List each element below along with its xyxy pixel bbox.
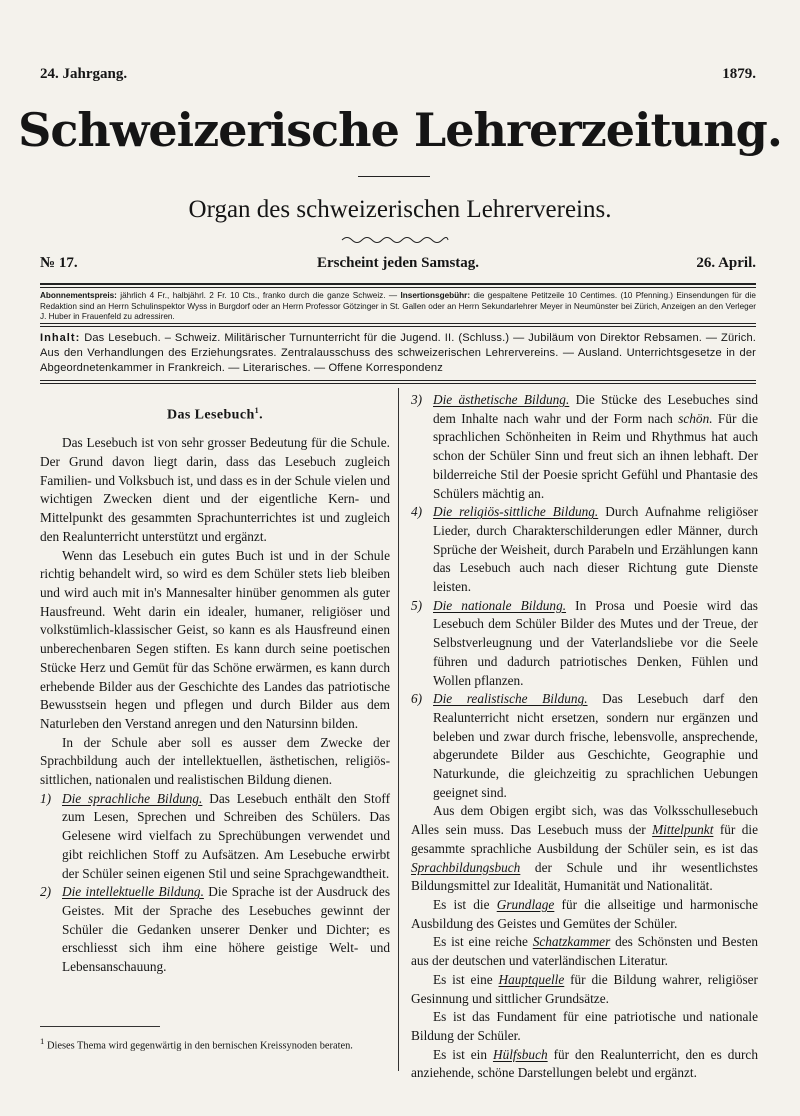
footnote <box>40 1034 390 1053</box>
insertion-fee-text: die gespaltene Petitzeile 10 Centimes. (10 Pfenning.) <box>473 291 674 300</box>
rule-above-contents-2 <box>40 326 756 327</box>
issue-number: № 17. <box>40 255 78 271</box>
list-item-6: 6) Die realistische Bildung. Das Lesebuch darf den Realunterricht nicht ersetzen, sondern nur ergänzen und beleben und zwar durch frische, lebensvolle, ansprechende, abgerundete Bilder aus Geschichte, Geographie und Naturkunde, die gleichzeitig zu sprachlichen Uebungen geeignet sind. <box>411 691 758 800</box>
issue-dateline <box>40 255 756 277</box>
footnote-divider <box>40 1026 160 1027</box>
submissions-text: Einsendungen für die Redaktion sind an Herrn Schulinspektor Wyss in Burgdorf oder an Herrn Professor Götzinger in St. Gallen oder an Herrn Sekundarlehrer Meyer in Neumünster bei Zürich, Anzeigen an den Verleger J. Huber in Frauenfeld zu adressiren. <box>40 291 756 321</box>
ornamental-flourish <box>340 234 450 246</box>
issue-date: 26. April. <box>696 255 756 271</box>
table-of-contents <box>40 331 756 376</box>
subscription-price-label: Abonnementspreis: <box>40 291 117 300</box>
subscription-price-text: jährlich 4 Fr., halbjährl. 2 Fr. 10 Cts., franko durch die ganze Schweiz. — <box>120 291 398 300</box>
rule-below-contents <box>40 380 756 381</box>
year-label: 1879. <box>722 66 756 82</box>
rule-above-contents <box>40 323 756 324</box>
paragraph: Das Lesebuch ist von sehr grosser Bedeutung für die Schule. Der Grund davon liegt darin, dass das Lesebuch zugleich Familien- und Volksbuch ist, und dass es in der Schule vielen und wichtigen Zwecken dient und der eigentliche Kern- und Mittelpunkt des gesammten Sprachunterrichtes ist und zugleich den Realunterricht unterstützt und ergänzt. <box>40 435 390 544</box>
newspaper-title: Schweizerische Lehrerzeitung. <box>18 103 782 157</box>
paragraph: Es ist eine reiche Schatzkammer des Schönsten und Besten aus der deutschen und vaterländischen Literatur. <box>411 934 759 969</box>
paragraph: Aus dem Obigen ergibt sich, was das Volksschullesebuch Alles sein muss. Das Lesebuch muss der Mittelpunkt für die gesammte sprachliche Ausbildung der Schüler sein, es ist das Sprachbildungsbuch der Schule und ihr wesentlichstes Bildungsmittel zur Idealität, Humanität und Nationalität. <box>411 803 759 894</box>
right-column <box>411 391 758 1083</box>
footnote-text: Dieses Thema wird gegenwärtig in den bernischen Kreissynoden beraten. <box>46 1040 353 1052</box>
list-item-4: 4) Die religiös-sittliche Bildung. Durch Aufnahme religiöser Lieder, durch Charakterschilderungen edler Männer, durch Sprüche der Weisheit, durch Parabeln und Erzählungen kann das Lesebuch auch nach dieser Richtung gute Dienste leisten. <box>411 504 758 595</box>
column-divider <box>398 388 399 1071</box>
paragraph: Es ist eine Hauptquelle für die Bildung wahrer, religiöser Gesinnung und sittlicher Grundsätze. <box>411 971 758 1006</box>
list-item-2: 2) Die intellektuelle Bildung. Die Sprache ist der Ausdruck des Geistes. Mit der Sprache des Lesebuches gewinnt der Schüler die Gedanken unserer Denker und Dichter; es erschliesst sich ihm eine höhere geistige Welt- und Lebensanschauung. <box>40 884 390 975</box>
footnote-reference: 1 <box>254 406 260 415</box>
subscription-info <box>40 291 756 323</box>
paragraph: Es ist ein Hülfsbuch für den Realunterricht, den es durch anziehende, schöne Darstellungen belebt und ergänzt. <box>411 1046 758 1081</box>
publication-frequency: Erscheint jeden Samstag. <box>316 255 480 271</box>
list-item-1: 1) Die sprachliche Bildung. Das Lesebuch enthält den Stoff zum Lesen, Sprechen und Schreiben des Schülers. Das Gelesene wird vielfach zu Sprechübungen verwendet und gibt reichlichen Stoff zu Aufsätzen. Am Lesebuche erwirbt der Schüler seinen eigenen Stil und seine Sprachgewandtheit. <box>40 790 390 881</box>
rule-below-contents-2 <box>40 383 756 384</box>
title-divider <box>358 176 430 177</box>
paragraph: Es ist das Fundament für eine patriotische und nationale Bildung der Schüler. <box>411 1009 758 1043</box>
masthead-topline <box>40 66 756 83</box>
list-item-3: 3) Die ästhetische Bildung. Die Stücke des Lesebuches sind dem Inhalte nach wahr und der Form nach schön. Für die sprachlichen Schönheiten in Reim und Rhythmus hat auch schon der Schüler Sinn und freut sich an ihnen lebhaft. Der bilderreiche Stil der Poesie spricht Gefühl und Phantasie des Schülers mächtig an. <box>411 392 759 501</box>
paragraph: In der Schule aber soll es ausser dem Zwecke der Sprachbildung auch der intellektuellen, ästhetischen, religiös-sittlichen, nationalen und realistischen Bildung dienen. <box>40 734 390 788</box>
contents-label: Inhalt: <box>40 332 81 344</box>
insertion-fee-label: Insertionsgebühr: <box>400 291 471 300</box>
rule-below-dateline-thin <box>40 287 756 288</box>
contents-text: Das Lesebuch. – Schweiz. Militärischer Turnunterricht für die Jugend. II. (Schluss.) — Jubiläum von Direktor Rebsamen. — Zürich. Aus den Verhandlungen des Erziehungsrates. Zentralausschuss des schweizerischen Lehrervereins. — Ausland. Unterrichtsgesetze in der Abgeordnetenkammer in Frankreich. — Literarisches. — Offene Korrespondenz <box>40 332 756 374</box>
paragraph: Wenn das Lesebuch ein gutes Buch ist und in der Schule richtig behandelt wird, so wird es dem Schüler stets lieb bleiben und wird auch mit in's Mannesalter hinüber genommen als guter Hausfreund. Weht darin ein idealer, humaner, religiöser und volkstümlich-klassischer Geist, so kann es als Hausfreund einen unberechenbaren Segen stiften. Es kann durch seine poetischen Stücke Herz und Gemüt für das Schöne erwärmen, es kann durch erhebende Bilder aus der Geschichte des Landes das patriotische Bewusstsein hegen und pflegen und durch Bilder aus dem Naturleben den Verstand anregen und den Natursinn bilden. <box>40 547 390 731</box>
newspaper-subtitle: Organ des schweizerischen Lehrervereins. <box>188 196 612 223</box>
article-heading: Das Lesebuch$^1$. <box>167 406 263 423</box>
volume-label: 24. Jahrgang. <box>40 66 128 82</box>
list-item-5: 5) Die nationale Bildung. In Prosa und Poesie wird das Lesebuch dem Schüler Bilder des Mutes und der Treue, der Selbstverleugnung und der Vaterlandsliebe vor die Seele führen und dadurch patriotisches Denken, Fühlen und Wollen pflanzen. <box>411 597 758 688</box>
footnote-mark: 1 <box>40 1036 45 1046</box>
paragraph: Es ist die Grundlage für die allseitige und harmonische Ausbildung des Geistes und Gemütes der Schüler. <box>411 896 758 931</box>
left-column <box>40 396 390 977</box>
rule-below-dateline <box>40 283 756 285</box>
